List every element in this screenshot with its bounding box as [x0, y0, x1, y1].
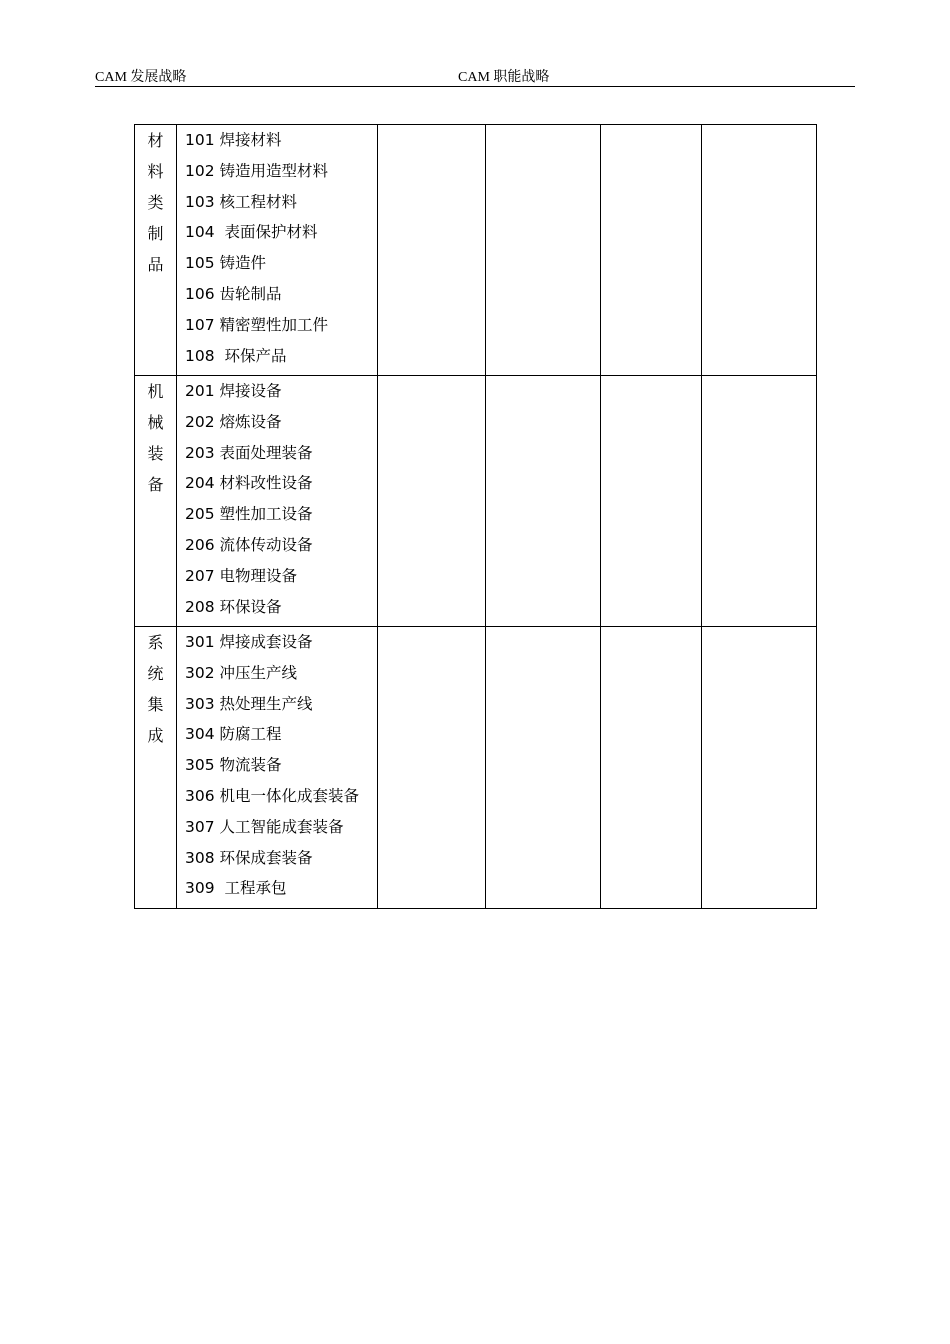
list-item: 107 精密塑性加工件: [185, 315, 329, 334]
empty-cell: [378, 627, 486, 909]
category-cell: [135, 627, 177, 909]
list-item: 301 焊接成套设备: [185, 633, 313, 651]
category-cell: [135, 125, 177, 376]
list-item: 307 人工智能成套装备: [185, 817, 344, 836]
list-item: 305 物流装备: [185, 756, 282, 775]
items-cell: [177, 627, 378, 909]
header-left-title: CAM 发展战略: [95, 70, 187, 85]
empty-cell: [378, 376, 486, 627]
list-item: 306 机电一体化成套装备: [185, 786, 360, 805]
list-item: 102 铸造用造型材料: [185, 161, 329, 180]
list-item: 202 熔炼设备: [185, 412, 282, 431]
list-item: 201 焊接设备: [185, 382, 282, 400]
list-item: 308 环保成套装备: [185, 848, 313, 867]
list-item: 302 冲压生产线: [185, 663, 298, 682]
list-item: 205 塑性加工设备: [185, 505, 313, 524]
list-item: 103 核工程材料: [185, 192, 298, 211]
empty-cell: [601, 125, 702, 376]
empty-cell: [702, 627, 817, 909]
category-label: 系统集成: [147, 633, 164, 745]
empty-cell: [486, 627, 601, 909]
category-label: 机械装备: [147, 382, 164, 494]
list-item: 208 环保设备: [185, 597, 282, 616]
empty-cell: [486, 376, 601, 627]
category-label: 材料类制品: [147, 131, 164, 274]
list-item: 101 焊接材料: [185, 131, 282, 149]
list-item: 105 铸造件: [185, 254, 267, 273]
category-cell: [135, 376, 177, 627]
list-item: 303 热处理生产线: [185, 694, 313, 713]
list-item: 104 表面保护材料: [185, 223, 318, 242]
empty-cell: [601, 627, 702, 909]
list-item: 309 工程承包: [185, 879, 287, 898]
list-item: 204 材料改性设备: [185, 474, 313, 493]
empty-cell: [486, 125, 601, 376]
list-item: 203 表面处理装备: [185, 443, 313, 462]
empty-cell: [702, 125, 817, 376]
list-item: 206 流体传动设备: [185, 535, 313, 554]
items-cell: [177, 376, 378, 627]
empty-cell: [378, 125, 486, 376]
header-center-title: CAM 职能战略: [458, 70, 550, 85]
table-row: [135, 376, 817, 627]
list-item: 106 齿轮制品: [185, 284, 282, 303]
list-item: 207 电物理设备: [185, 566, 298, 585]
empty-cell: [601, 376, 702, 627]
product-table: [134, 124, 817, 909]
table-row: [135, 125, 817, 376]
items-cell: [177, 125, 378, 376]
list-item: 304 防腐工程: [185, 725, 282, 744]
empty-cell: [702, 376, 817, 627]
table-row: [135, 627, 817, 909]
list-item: 108 环保产品: [185, 346, 287, 365]
page-header: [95, 66, 855, 87]
